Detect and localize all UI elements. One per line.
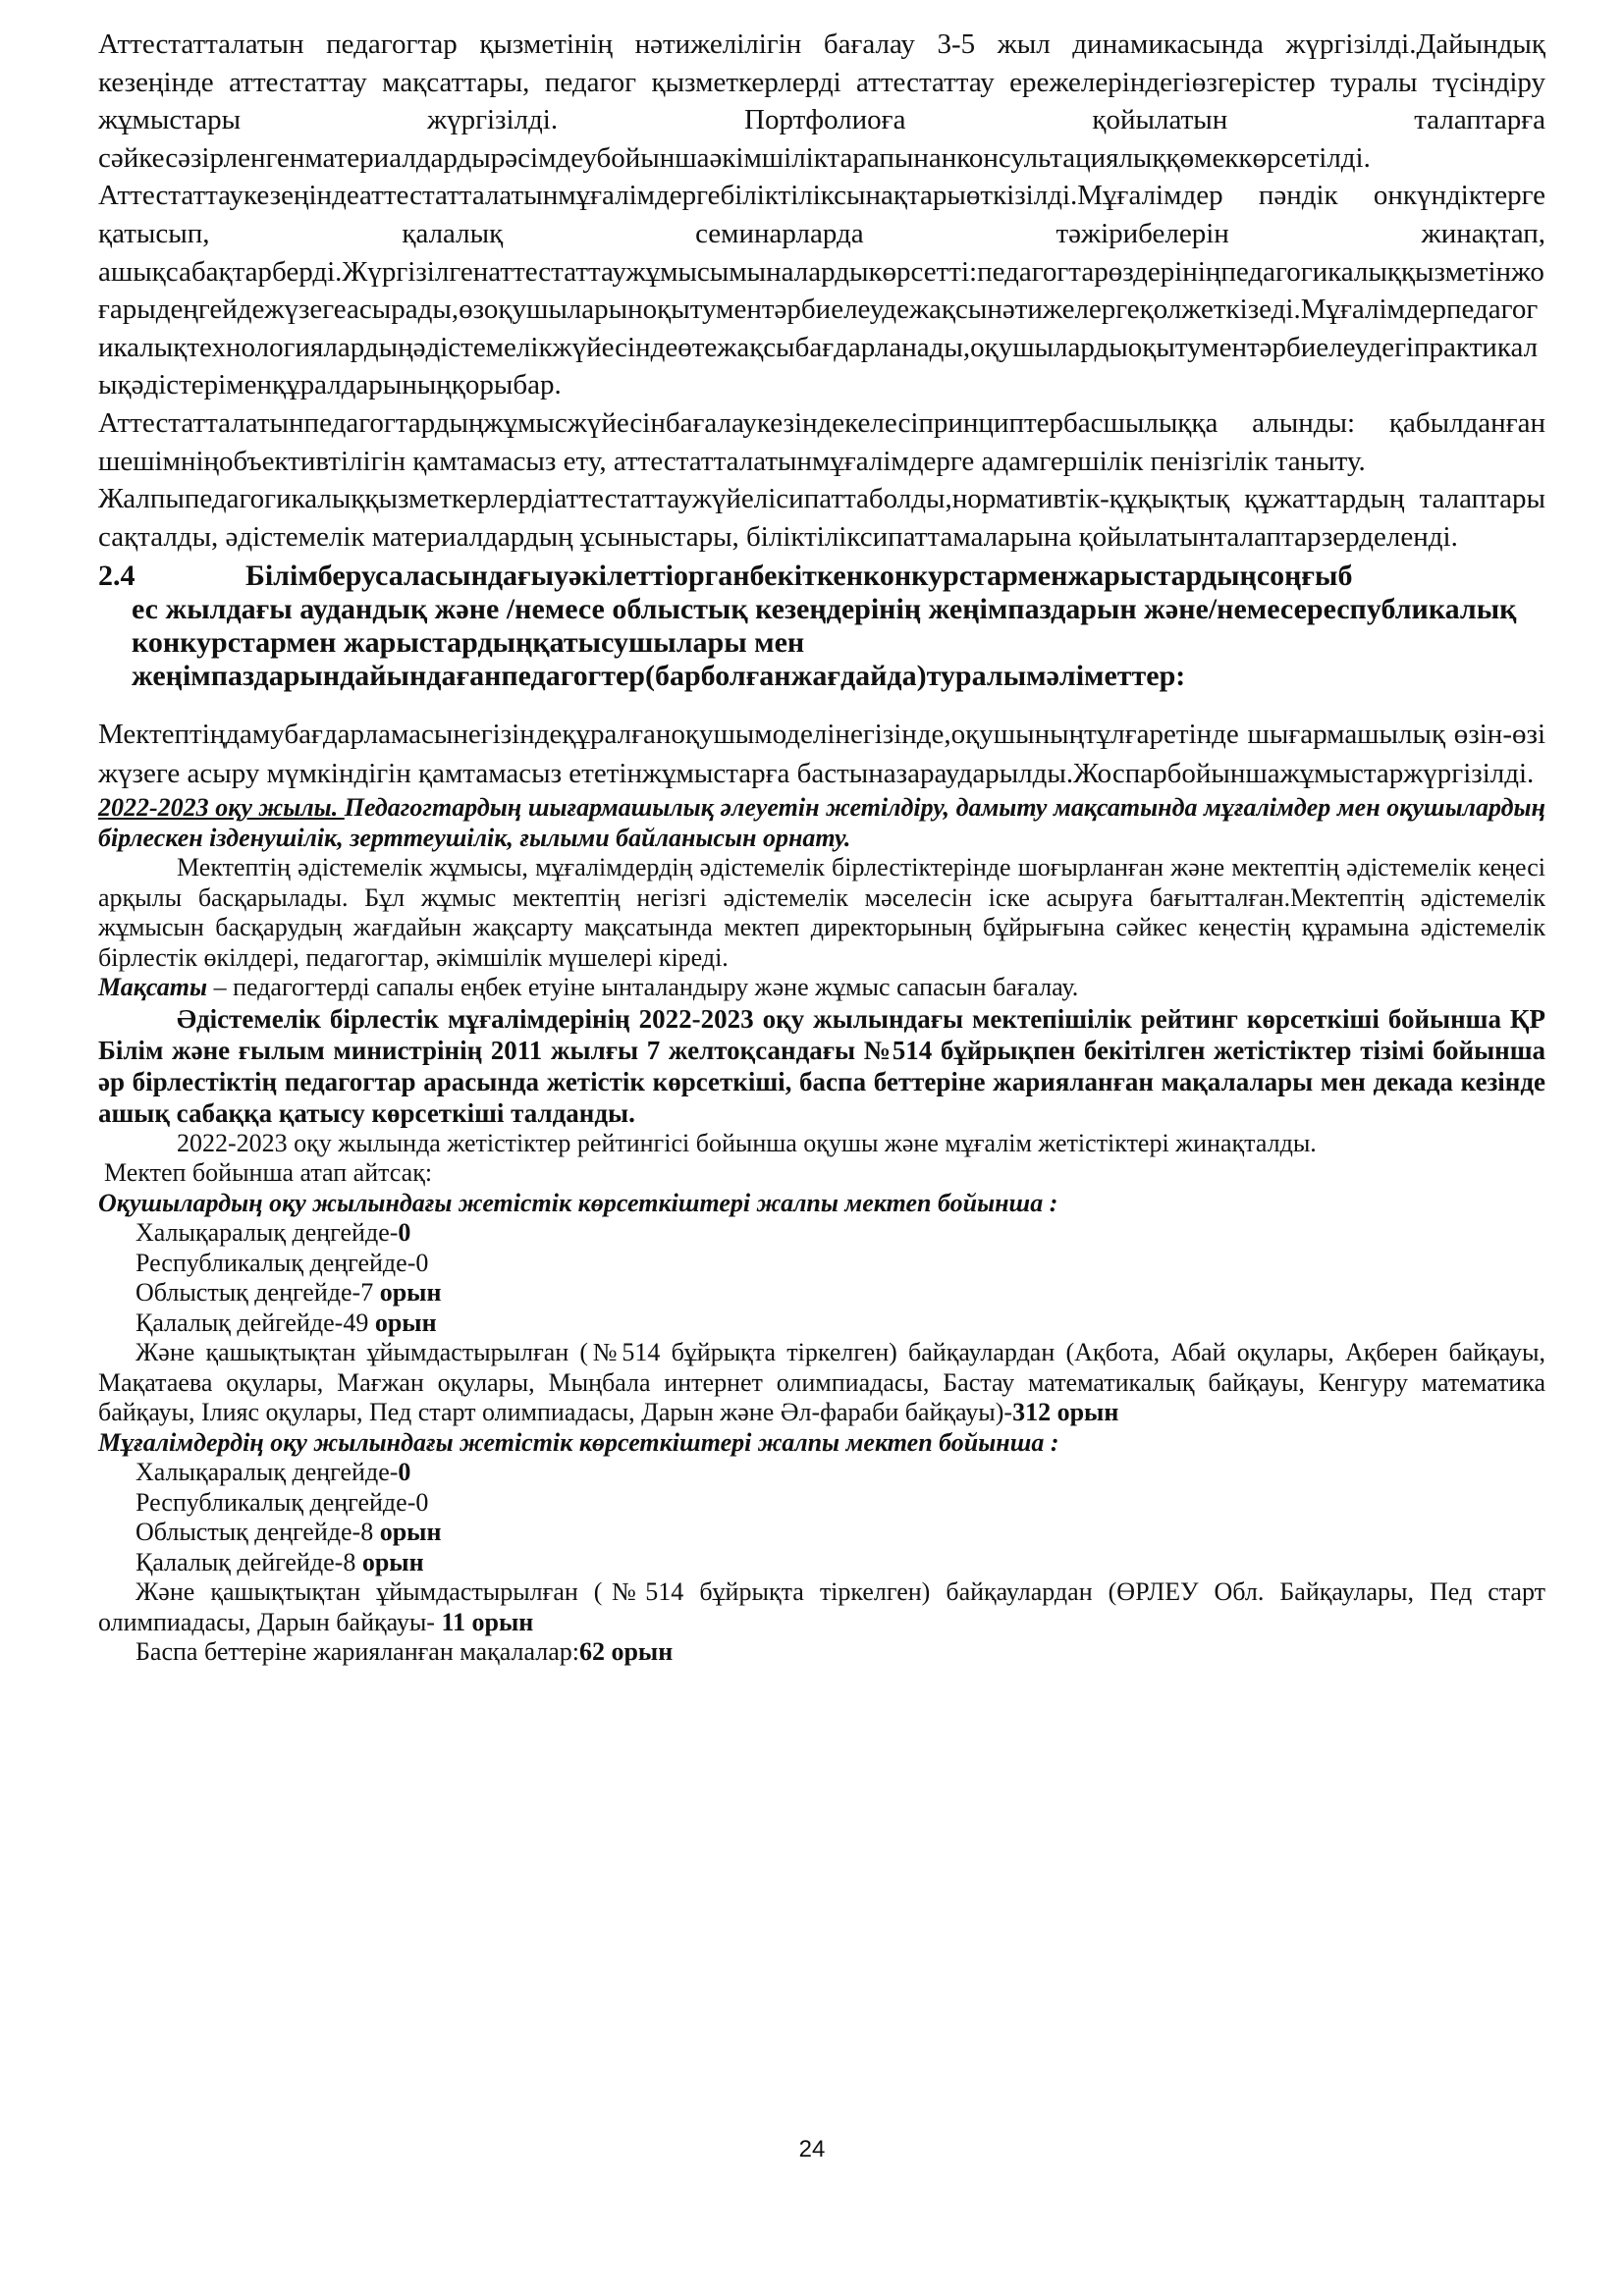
teachers-remote-text: Және қашықтықтан ұйымдастырылған (№514 бұйрықта тіркелген) байқаулардан (ӨРЛЕУ Обл. Байқаулары, Пед старт олимпиадасы, Дарын байқауы- xyxy=(98,1577,1545,1636)
item-suffix: орын xyxy=(374,1308,437,1337)
students-heading: Оқушылардың оқу жылындағы жетістік көрсеткіштері жалпы мектеп бойынша : xyxy=(98,1188,1058,1217)
summary-line: 2022-2023 оқу жылында жетістіктер рейтингісі бойынша оқушы және мұғалім жетістіктері жинақталды. xyxy=(177,1128,1317,1157)
attestation-paragraph-2: Аттестаттаукезеңіндеаттестатталатынмұғалімдергебіліктіліксынақтарыөткізілді.Мұғалімдер пәндік онкүндіктерге қатысып, қалалық семинарларда тәжірибелерін жинақтап, ашықсабақтарберді.Жүргізілгенаттестаттаужұмысымыналардыкөрсетті:педагогтарөздерініңпедагогикалыққызметінжоғарыдеңгейдежүзегеасырады,өзоқушыларыноқытументәрбиелеудежақсынәтижелергеқолжеткізеді.Мұғалімдерпедагогикалықтехнологиялардыңәдістемелікжүйесіндеөтежақсыбағдарланады,оқушылардыоқытументәрбиелеудегіпрактикалықәдістеріменқұралдарыныңқорыбар. xyxy=(98,180,1545,401)
attestation-section xyxy=(98,26,1545,556)
document-page xyxy=(98,26,1545,1668)
articles-label: Баспа беттеріне жарияланған мақалалар: xyxy=(135,1637,579,1667)
teachers-list xyxy=(98,1458,1545,1577)
aim-line xyxy=(98,973,1545,1003)
year-label: 2022-2023 оқу жылы. xyxy=(98,793,345,823)
item-label: Республикалық деңгейде-0 xyxy=(135,1487,429,1517)
aim-text: – педагогтерді сапалы еңбек етуіне ынталандыру және жұмыс сапасын бағалау. xyxy=(207,973,1079,1002)
item-value: 0 xyxy=(398,1218,411,1248)
teachers-remote-value: 11 орын xyxy=(441,1607,534,1636)
item-value: 0 xyxy=(398,1458,411,1487)
attestation-paragraph-4: Жалпыпедагогикалыққызметкерлердіаттестаттаужүйелісипаттаболды,нормативтік-құқықтық құжаттардың талаптары сақталды, әдістемелік материалдардың ұсыныстары, біліктіліксипаттамаларына қойылатынталаптарзерделенді. xyxy=(98,483,1545,553)
section-2-4-heading xyxy=(98,560,1545,693)
students-item-regional xyxy=(98,1278,1545,1308)
section-2-4-intro-block xyxy=(98,715,1545,793)
students-list xyxy=(98,1218,1545,1338)
summary-tail: Мектеп бойынша атап айтсақ: xyxy=(104,1158,433,1188)
item-suffix: орын xyxy=(379,1518,442,1547)
students-remote xyxy=(98,1338,1545,1428)
articles-value: 62 орын xyxy=(578,1637,674,1667)
year-goal xyxy=(98,793,1545,853)
year-goal-text: Педагогтардың шығармашылық әлеуетін жетілдіру, дамыту мақсатында мұғалімдер мен оқушылардың бірлескен ізденушілік, зерттеушілік, ғылыми байланысын орнату. xyxy=(98,793,1545,852)
teachers-item-regional xyxy=(98,1518,1545,1548)
rating-analysis: Әдістемелік бірлестік мұғалімдерінің 2022-2023 оқу жылындағы мектепішілік рейтинг көрсеткіші бойынша ҚР Білім және ғылым министрінің 2011 жылғы 7 желтоқсандағы №514 бұйрықпен бекітілген жетістіктер тізімі бойынша әр бірлестіктің педагогтар арасында жетістік көрсеткіші, баспа беттеріне жарияланған мақалалары мен декада кезінде ашық сабаққа қатысу көрсеткіші талданды. xyxy=(98,1003,1545,1128)
teachers-heading: Мұғалімдердің оқу жылындағы жетістік көрсеткіштері жалпы мектеп бойынша : xyxy=(98,1427,1059,1457)
page-number: 24 xyxy=(798,2136,826,2163)
item-label: Халықаралық деңгейде- xyxy=(135,1218,399,1248)
item-label: Облыстық деңгейде-7 xyxy=(135,1278,380,1308)
section-title-first-line: Білімберусаласындағыуәкілеттіорганбекіткенконкурстарменжарыстардыңсоңғыб xyxy=(245,560,1353,593)
item-label: Қалалық дейгейде-8 xyxy=(135,1547,362,1576)
item-label: Қалалық дейгейде-49 xyxy=(135,1308,375,1337)
method-paragraph: Мектептің әдістемелік жұмысы, мұғалімдердің әдістемелік бірлестіктерінде шоғырланған және мектептің әдістемелік кеңесі арқылы басқарылады. Бұл жұмыс мектептің негізгі әдістемелік мәселесін іске асыруға бағытталған.Мектептің әдістемелік жұмысын басқарудың жағдайын жақсарту мақсатында мектеп директорының бұйрығына сәйкес кеңестің құрамына әдістемелік бірлестік өкілдері, педагогтар, әкімшілік мүшелері кіреді. xyxy=(98,853,1545,972)
item-label: Халықаралық деңгейде- xyxy=(135,1458,399,1487)
item-label: Облыстық деңгейде-8 xyxy=(135,1518,380,1547)
students-remote-text: Және қашықтықтан ұйымдастырылған (№514 бұйрықта тіркелген) байқаулардан (Ақбота, Абай оқулары, Ақберен байқауы, Мақатаева оқулары, Мағжан оқулары, Мыңбала интернет олимпиадасы, Бастау математикалық байқауы, Кенгуру математика байқауы, Ілияс оқулары, Пед старт олимпиадасы, Дарын және Әл-фараби байқауы)- xyxy=(98,1338,1545,1427)
section-2-4-title-line1 xyxy=(98,560,1545,593)
students-item-international xyxy=(98,1218,1545,1249)
students-item-republic xyxy=(98,1249,1545,1279)
item-label: Республикалық деңгейде-0 xyxy=(135,1248,429,1277)
item-suffix: орын xyxy=(361,1547,424,1576)
section-2-4-intro: Мектептіңдамубағдарламасынегізіндеқұралғаноқушымоделінегізінде,оқушыныңтұлғаретінде шығармашылық өзін-өзі жүзеге асыру мүмкіндігін қамтамасыз ететінжұмыстарға бастыназараударылды.Жоспарбойыншажұмыстаржүргізілді. xyxy=(98,719,1545,790)
attestation-paragraph-3: Аттестатталатынпедагогтардыңжұмысжүйесінбағалаукезіндекелесіпринциптербасшылыққа алынды: қабылданған шешімніңобъективтілігін қамтамасыз ету, аттестатталатынмұғалімдерге адамгершілік пенізгілік таныту. xyxy=(98,406,1545,477)
teachers-item-international xyxy=(98,1458,1545,1488)
year-block xyxy=(98,793,1545,1668)
section-number: 2.4 xyxy=(98,560,135,593)
attestation-paragraph-1: Аттестатталатын педагогтар қызметінің нәтижелілігін бағалау 3-5 жыл динамикасында жүргізілді.Дайындық кезеңінде аттестаттау мақсаттары, педагог қызметкерлерді аттестаттау ережелеріндегіөзгерістер туралы түсіндіру жұмыстары жүргізілді. Портфолиоға қойылатын талаптарға сәйкесәзірленгенматериалдардырәсімдеубойыншаәкімшіліктарапынанконсультациялыққөмеккөрсетілді. xyxy=(98,28,1545,174)
teachers-item-city xyxy=(98,1548,1545,1578)
aim-label: Мақсаты xyxy=(98,973,208,1002)
teachers-remote xyxy=(98,1577,1545,1637)
section-title-continuation: ес жылдағы аудандық және /немесе облыстық кезеңдерінің жеңімпаздарын және/немесереспубликалық конкурстармен жарыстардыңқатысушылары мен жеңімпаздарындайындағанпедагогтер(барболғанжағдайда)туралымәліметтер: xyxy=(132,593,1517,693)
teachers-articles xyxy=(98,1637,1545,1668)
teachers-item-republic xyxy=(98,1488,1545,1519)
item-suffix: орын xyxy=(379,1278,442,1308)
students-item-city xyxy=(98,1308,1545,1339)
students-remote-value: 312 орын xyxy=(1012,1398,1119,1427)
